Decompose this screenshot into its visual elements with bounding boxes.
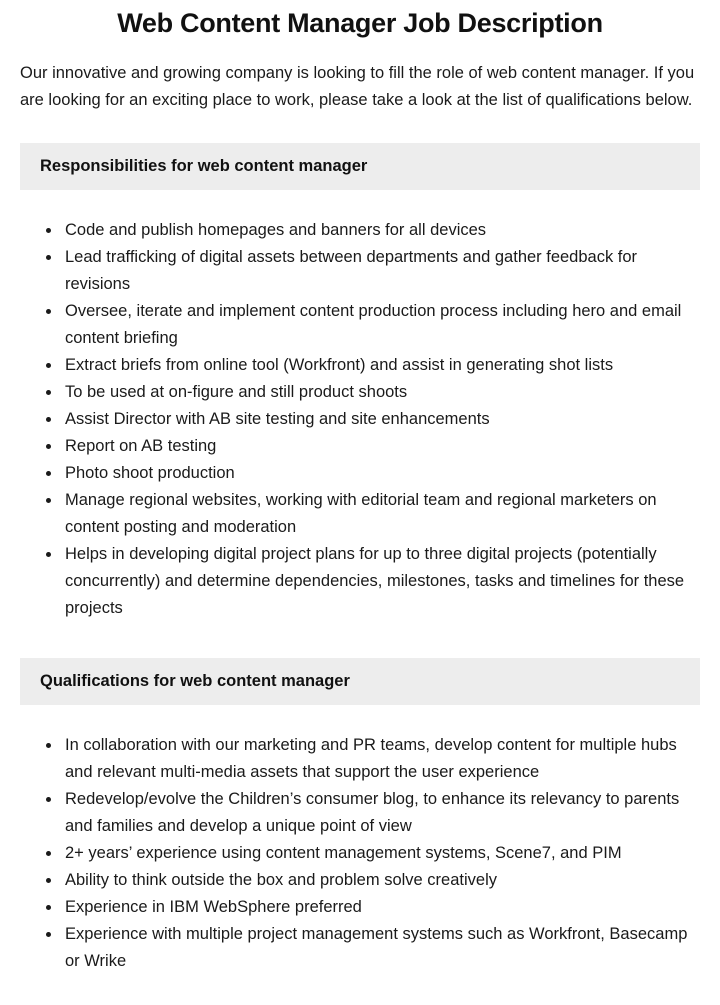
responsibilities-section <box>20 143 700 622</box>
list-item: • Assist Director with AB site testing and site enhancements <box>62 406 700 433</box>
responsibilities-heading: Responsibilities for web content manager <box>20 143 700 190</box>
qualifications-section <box>20 658 700 975</box>
list-item: • Experience in IBM WebSphere preferred <box>62 894 700 921</box>
list-item: • Redevelop/evolve the Children’s consumer blog, to enhance its relevancy to parents and families and develop a unique point of view <box>62 786 700 840</box>
list-item: • Oversee, iterate and implement content production process including hero and email content briefing <box>62 298 700 352</box>
list-item: • Ability to think outside the box and problem solve creatively <box>62 867 700 894</box>
list-item: • Helps in developing digital project plans for up to three digital projects (potentially concurrently) and determine dependencies, milestones, tasks and timelines for these projects <box>62 541 700 622</box>
list-item: • To be used at on-figure and still product shoots <box>62 379 700 406</box>
list-item: • Report on AB testing <box>62 433 700 460</box>
qualifications-heading: Qualifications for web content manager <box>20 658 700 705</box>
list-item: • Photo shoot production <box>62 460 700 487</box>
page-title: Web Content Manager Job Description <box>117 8 603 38</box>
responsibilities-list <box>20 217 700 622</box>
qualifications-list <box>20 732 700 975</box>
list-item: • Manage regional websites, working with editorial team and regional marketers on content posting and moderation <box>62 487 700 541</box>
list-item: • Lead trafficking of digital assets between departments and gather feedback for revisions <box>62 244 700 298</box>
list-item: • Code and publish homepages and banners for all devices <box>62 217 700 244</box>
list-item: • Experience with multiple project management systems such as Workfront, Basecamp or Wrike <box>62 921 700 975</box>
intro-paragraph: Our innovative and growing company is looking to fill the role of web content manager. If you are looking for an exciting place to work, please take a look at the list of qualifications below. <box>20 64 695 109</box>
list-item: • 2+ years’ experience using content management systems, Scene7, and PIM <box>62 840 700 867</box>
list-item: • In collaboration with our marketing and PR teams, develop content for multiple hubs and relevant multi-media assets that support the user experience <box>62 732 700 786</box>
list-item: • Extract briefs from online tool (Workfront) and assist in generating shot lists <box>62 352 700 379</box>
